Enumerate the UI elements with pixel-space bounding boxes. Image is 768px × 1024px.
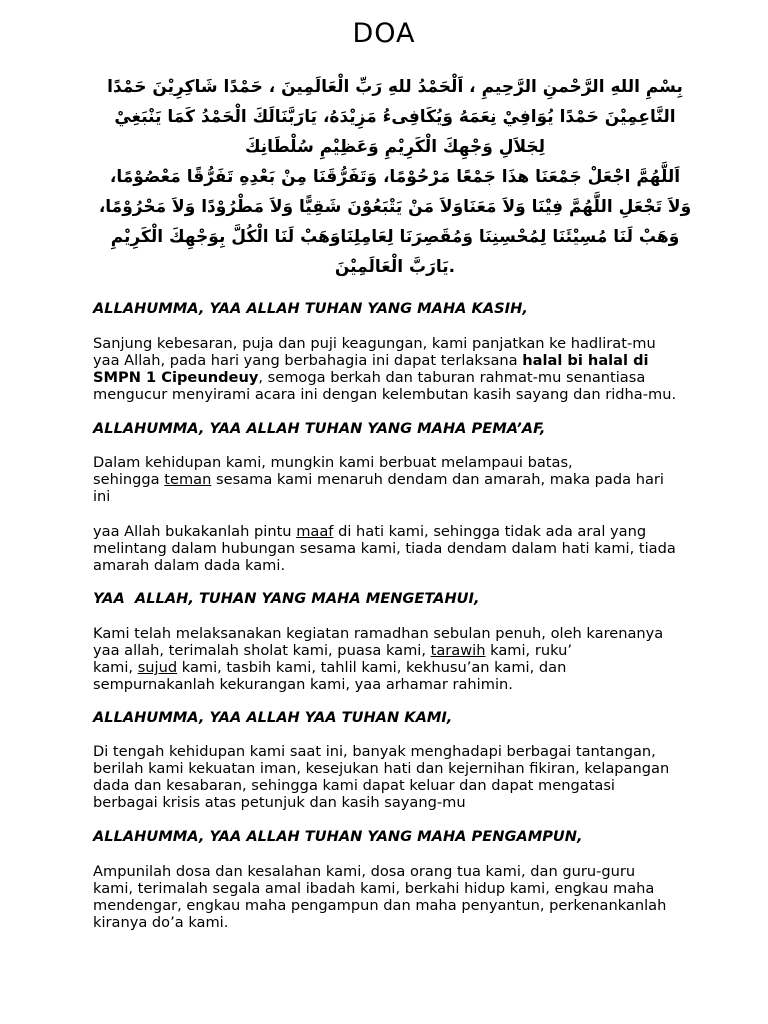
text-run: yaa Allah bukakanlah pintu (93, 523, 297, 540)
section-heading: ALLAHUMMA, YAA ALLAH TUHAN YANG MAHA KASIH, (93, 300, 528, 317)
text-line (93, 369, 713, 386)
underlined-text: maaf (296, 523, 334, 540)
text-run: yaa Allah, pada hari yang berbahagia ini dapat terlaksana (93, 352, 523, 369)
underlined-text: sujud (137, 659, 178, 676)
text-line: Dalam kehidupan kami, mungkin kami berbuat melampaui batas, (93, 454, 573, 471)
section-heading: ALLAHUMMA, YAA ALLAH TUHAN YANG MAHA PEMA’AF, (93, 420, 546, 437)
text-line: mengucur menyirami acara ini dengan kelembutan kasih sayang dan ridha-mu. (93, 386, 677, 403)
text-line: ini (93, 488, 111, 505)
section-paragraph (93, 743, 713, 811)
text-line: amarah dalam dada kami. (93, 557, 286, 574)
text-line: berilah kami kekuatan iman, kesejukan hati dan kejernihan fikiran, kelapangan (93, 760, 670, 777)
text-run: , semoga berkah dan taburan rahmat-mu senantiasa (258, 369, 646, 386)
section-heading: YAA ALLAH, TUHAN YANG MAHA MENGETAHUI, (93, 590, 480, 607)
bold-text: SMPN 1 Cipeundeuy (93, 369, 259, 386)
section-paragraph (93, 454, 713, 505)
section-paragraph (93, 863, 713, 931)
bold-text: halal bi halal di (522, 352, 649, 369)
arabic-line: اَللَّهُمَّ اجْعَلْ جَمْعَنَا هذَا جَمْعًا مَرْحُوْمًا، وَتَفَرُّقَنَا مِنْ بَعْدِهِ تَفَرُّقًا مَعْصُوْمًا، (109, 167, 681, 187)
text-run: kami, (93, 659, 138, 676)
text-line: kami, terimalah segala amal ibadah kami, berkahi hidup kami, engkau maha (93, 880, 655, 897)
text-run: sesama kami menaruh dendam dan amarah, maka pada hari (211, 471, 664, 488)
text-line: mendengar, engkau maha pengampun dan maha penyantun, perkenankanlah (93, 897, 667, 914)
arabic-line: لِجَلاَلِ وَجْهِكَ الْكَرِيْمِ وَعَظِيْمِ سُلْطَانِكَ (244, 137, 546, 157)
text-run: kami, tasbih kami, tahlil kami, kekhusu’an kami, dan (177, 659, 567, 676)
section-paragraph (93, 335, 713, 403)
text-line: Sanjung kebesaran, puja dan puji keagungan, kami panjatkan ke hadlirat-mu (93, 335, 656, 352)
text-line: berbagai krisis atas petunjuk dan kasih sayang-mu (93, 794, 466, 811)
document-title: DOA (352, 18, 416, 49)
text-run: di hati kami, sehingga tidak ada aral yang (333, 523, 647, 540)
text-line (93, 352, 713, 369)
text-line (93, 642, 713, 659)
text-run: yaa allah, terimalah sholat kami, puasa kami, (93, 642, 431, 659)
arabic-line: وَلاَ تَجْعَلِ اللَّهُمَّ فِيْنَا وَلاَ مَعَنَاوَلاَ مَنْ يَتْبَعُوْنَ شَقِيًّا وَلاَ مَطْرُوْدًا وَلاَ مَحْرُوْمًا، (98, 197, 692, 217)
text-line: Ampunilah dosa dan kesalahan kami, dosa orang tua kami, dan guru-guru (93, 863, 636, 880)
text-run: kami, ruku’ (485, 642, 572, 659)
text-run: sehingga (93, 471, 165, 488)
text-line: kiranya do’a kami. (93, 914, 229, 931)
text-line (93, 659, 713, 676)
text-line: dada dan kesabaran, sehingga kami dapat keluar dan dapat mengatasi (93, 777, 615, 794)
arabic-line: النَّاعِمِيْنَ حَمْدًا يُوَافِيْ نِعَمَهُ وَيُكَافِىءُ مَزِيْدَهُ، يَارَبَّنَالَكَ الْحَمْدُ كَمَا يَنْبَغِيْ (114, 107, 676, 127)
arabic-line: بِسْمِ اللهِ الرَّحْمنِ الرَّحِيمِ ، اَلْحَمْدُ للهِ رَبِّ الْعَالَمِينَ ، حَمْدًا شَاكِرِيْنَ حَمْدًا (107, 77, 683, 97)
arabic-line: .يَارَبَّ الْعَالَمِيْنَ (334, 257, 456, 277)
underlined-text: teman (164, 471, 212, 488)
arabic-prayer (90, 72, 700, 282)
section-heading: ALLAHUMMA, YAA ALLAH TUHAN YANG MAHA PENGAMPUN, (93, 828, 583, 845)
underlined-text: tarawih (430, 642, 486, 659)
text-line: melintang dalam hubungan sesama kami, tiada dendam dalam hati kami, tiada (93, 540, 676, 557)
text-line: Di tengah kehidupan kami saat ini, banyak menghadapi berbagai tantangan, (93, 743, 656, 760)
text-line (93, 471, 713, 488)
section-paragraph (93, 625, 713, 693)
text-line: sempurnakanlah kekurangan kami, yaa arhamar rahimin. (93, 676, 513, 693)
section-paragraph (93, 523, 713, 574)
text-line (93, 523, 713, 540)
section-heading: ALLAHUMMA, YAA ALLAH YAA TUHAN KAMI, (93, 709, 453, 726)
arabic-line: وَهَبْ لَنَا مُسِيْئَنَا لِمُحْسِنِنَا وَمُقَصِرَنَا لِعَامِلِنَاوَهَبْ لَنَا الْكُلَّ بِوَجْهِكَ الْكَرِيْمِ (110, 227, 680, 247)
text-line: Kami telah melaksanakan kegiatan ramadhan sebulan penuh, oleh karenanya (93, 625, 664, 642)
